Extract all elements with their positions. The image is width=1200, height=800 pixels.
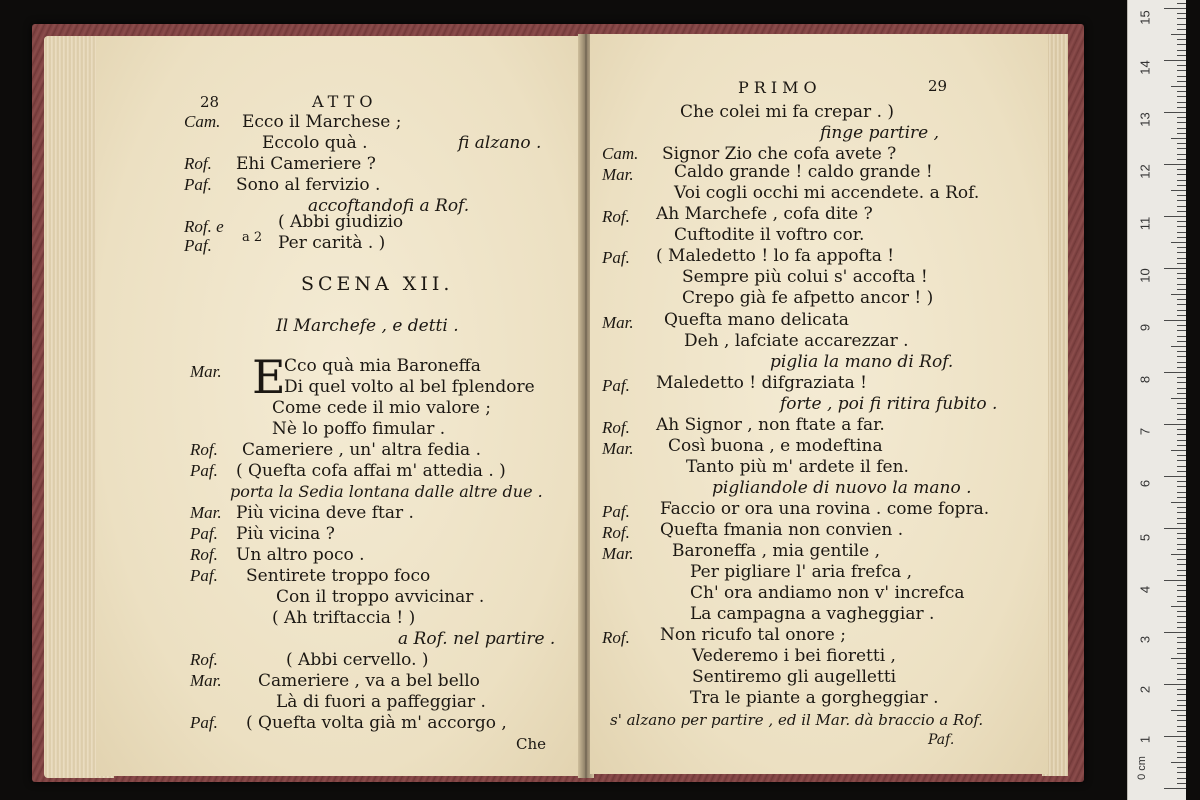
ruler-label: 2 (1137, 685, 1153, 694)
ruler-tick (1177, 767, 1186, 768)
ruler-tick (1164, 268, 1186, 269)
ruler-tick (1171, 658, 1186, 659)
verse-line: ( Abbi cervello. ) (286, 650, 429, 670)
verse-line: Sentiremo gli augelletti (692, 667, 897, 687)
ruler-tick (1177, 611, 1186, 612)
ruler-tick (1177, 263, 1186, 264)
ruler-tick (1177, 299, 1186, 300)
stage-direction: accoftandofi a Rof. (308, 196, 470, 216)
verse-line: Baroneffa , mia gentile , (672, 541, 880, 561)
ruler-label: 4 (1137, 585, 1153, 594)
speaker: Cam. (602, 144, 639, 163)
verse-line: Sentirete troppo foco (246, 566, 431, 586)
verse-line: Quefta mano delicata (664, 310, 849, 330)
ruler-tick (1177, 65, 1186, 66)
ruler-tick (1177, 419, 1186, 420)
ruler-tick (1177, 304, 1186, 305)
verse-line: Signor Zio che cofa avete ? (662, 144, 897, 164)
verse-line: Tanto più m' ardete il fen. (686, 457, 909, 477)
ruler-tick (1177, 393, 1186, 394)
speaker: Cam. (184, 112, 221, 131)
ruler-tick (1177, 700, 1186, 701)
running-head: PRIMO (738, 78, 822, 97)
ruler-tick (1177, 705, 1186, 706)
ruler-tick (1164, 60, 1186, 61)
ruler-tick (1177, 783, 1186, 784)
verse-line: Ah Marchefe , cofa dite ? (656, 204, 873, 224)
speaker: Mar. (602, 165, 634, 184)
ruler-tick (1177, 403, 1186, 404)
ruler-tick (1177, 325, 1186, 326)
ruler-tick (1171, 450, 1186, 451)
ruler-tick (1177, 81, 1186, 82)
ruler-label: 3 (1137, 635, 1153, 644)
ruler-tick (1177, 455, 1186, 456)
ruler-tick (1164, 580, 1186, 581)
catchword: Che (516, 735, 547, 753)
left-page (96, 36, 582, 776)
ruler-tick (1164, 112, 1186, 113)
ruler-tick (1177, 154, 1186, 155)
ruler-tick (1177, 663, 1186, 664)
ruler-tick (1177, 258, 1186, 259)
ruler-tick (1177, 507, 1186, 508)
ruler-tick (1177, 778, 1186, 779)
ruler-tick (1177, 648, 1186, 649)
speaker: Rof. (602, 523, 630, 542)
ruler-tick (1177, 642, 1186, 643)
ruler-tick (1177, 24, 1186, 25)
ruler-tick (1177, 200, 1186, 201)
ruler-tick (1177, 538, 1186, 539)
ruler-tick (1177, 96, 1186, 97)
ruler-tick (1177, 289, 1186, 290)
ruler-tick (1177, 341, 1186, 342)
ruler-tick (1177, 39, 1186, 40)
ruler-tick (1177, 486, 1186, 487)
ruler-tick (1177, 382, 1186, 383)
ruler-tick (1177, 273, 1186, 274)
speaker: Rof. (602, 207, 630, 226)
ruler-tick (1177, 50, 1186, 51)
ruler-tick (1177, 564, 1186, 565)
ruler-tick (1177, 497, 1186, 498)
speaker: Paf. (190, 713, 218, 732)
ruler-tick (1171, 554, 1186, 555)
ruler-tick (1177, 445, 1186, 446)
verse-line: Voi cogli occhi mi accendete. a Rof. (674, 183, 980, 203)
page-number: 28 (200, 93, 220, 111)
speaker: Paf. (602, 248, 630, 267)
verse-line: Nè lo poffo fimular . (272, 419, 446, 439)
verse-line: Un altro poco . (236, 545, 365, 565)
ruler-tick (1177, 330, 1186, 331)
verse-line: Maledetto ! difgraziata ! (656, 373, 868, 393)
ruler-tick (1177, 570, 1186, 571)
verse-line: Deh , lafciate accarezzar . (684, 331, 909, 351)
stage-direction: s' alzano per partire , ed il Mar. dà braccio a Rof. (610, 711, 984, 729)
verse-line: Sono al fervizio . (236, 175, 381, 195)
ruler-tick (1177, 471, 1186, 472)
stage-direction: pigliandole di nuovo la mano . (712, 478, 972, 498)
ruler-tick (1177, 434, 1186, 435)
speaker: Paf. (184, 236, 212, 255)
ruler-tick (1177, 518, 1186, 519)
ruler-tick (1177, 169, 1186, 170)
ruler-tick (1164, 684, 1186, 685)
ruler-tick (1177, 601, 1186, 602)
ruler-tick (1177, 133, 1186, 134)
ruler-tick (1177, 674, 1186, 675)
ruler-tick (1177, 746, 1186, 747)
verse-line: Cuftodite il voftro cor. (674, 225, 865, 245)
stage-direction: piglia la mano di Rof. (770, 352, 954, 372)
ruler-tick (1177, 596, 1186, 597)
ruler-tick (1177, 731, 1186, 732)
ruler-tick (1164, 372, 1186, 373)
speaker: Paf. (190, 461, 218, 480)
speaker: Rof. (190, 650, 218, 669)
catchword: Paf. (928, 732, 955, 748)
verse-line: ( Quefta cofa affai m' attedia . ) (236, 461, 506, 481)
ruler-tick (1177, 76, 1186, 77)
verse-line: Quefta fmania non convien . (660, 520, 904, 540)
ruler-label: 11 (1137, 216, 1153, 231)
page-number: 29 (928, 77, 948, 95)
ruler-tick (1171, 502, 1186, 503)
ruler-tick (1177, 367, 1186, 368)
stage-direction: finge partire , (820, 123, 940, 143)
ruler-tick (1177, 408, 1186, 409)
ruler-tick (1177, 336, 1186, 337)
ruler-tick (1177, 388, 1186, 389)
ruler-tick (1177, 741, 1186, 742)
verse-line: ( Quefta volta già m' accorgo , (246, 713, 507, 733)
stage-direction: a Rof. nel partire . (398, 629, 556, 649)
running-head: ATTO (312, 92, 378, 111)
ruler-tick (1171, 138, 1186, 139)
ruler-label: 6 (1137, 479, 1153, 488)
speaker: Rof. (190, 545, 218, 564)
speaker: Mar. (190, 362, 222, 381)
ruler-tick (1177, 117, 1186, 118)
ruler-tick (1177, 653, 1186, 654)
ruler-tick (1177, 44, 1186, 45)
ruler-tick (1177, 278, 1186, 279)
ruler-tick (1177, 726, 1186, 727)
stage-direction: fi alzano . (458, 133, 542, 153)
ruler-tick (1177, 185, 1186, 186)
speaker: Rof. (602, 418, 630, 437)
speaker: Rof. (602, 628, 630, 647)
ruler-tick (1177, 549, 1186, 550)
ruler-tick (1177, 590, 1186, 591)
ruler-tick (1177, 237, 1186, 238)
ruler-tick (1177, 720, 1186, 721)
speaker: Paf. (190, 566, 218, 585)
speaker: Paf. (190, 524, 218, 543)
ruler-tick (1171, 34, 1186, 35)
ruler-tick (1177, 523, 1186, 524)
ruler-tick (1171, 762, 1186, 763)
verse-line: Là di fuori a paffeggiar . (276, 692, 486, 712)
ruler-tick (1164, 320, 1186, 321)
ruler-tick (1164, 632, 1186, 633)
ruler-tick (1171, 190, 1186, 191)
ruler-tick (1177, 107, 1186, 108)
verse-line: Così buona , e modeftina (668, 436, 883, 456)
ruler-tick (1164, 736, 1186, 737)
verse-line: Tra le piante a gorgheggiar . (690, 688, 939, 708)
stage-direction: porta la Sedia lontana dalle altre due . (230, 482, 543, 501)
ruler-tick (1177, 362, 1186, 363)
ruler-tick (1177, 3, 1186, 4)
ruler-tick (1177, 128, 1186, 129)
ruler-label: 15 (1137, 10, 1153, 25)
ruler-tick (1164, 788, 1186, 789)
ruler-tick (1177, 284, 1186, 285)
ruler-tick (1177, 148, 1186, 149)
ruler-label: 14 (1137, 60, 1153, 75)
ruler-tick (1177, 637, 1186, 638)
ruler-tick (1177, 221, 1186, 222)
ruler-tick (1177, 715, 1186, 716)
drop-cap: E (252, 350, 286, 404)
ruler-tick (1177, 757, 1186, 758)
ruler-tick (1171, 606, 1186, 607)
verse-line: Ah Signor , non ftate a far. (656, 415, 885, 435)
ruler-tick (1177, 689, 1186, 690)
ruler-tick (1171, 398, 1186, 399)
speaker: Paf. (602, 502, 630, 521)
ruler-tick (1177, 29, 1186, 30)
verse-line: Cco quà mia Baroneffa (284, 356, 481, 376)
speaker: Rof. e (184, 217, 224, 236)
ruler-tick (1177, 627, 1186, 628)
ruler-label: 12 (1137, 164, 1153, 179)
speaker: Mar. (602, 313, 634, 332)
ruler-tick (1177, 575, 1186, 576)
ruler-tick (1171, 710, 1186, 711)
ruler-tick (1164, 528, 1186, 529)
verse-line: Vederemo i bei fioretti , (692, 646, 896, 666)
ruler-tick (1177, 616, 1186, 617)
ruler-tick (1171, 242, 1186, 243)
verse-line: Non ricufo tal onore ; (660, 625, 846, 645)
ruler-tick (1177, 492, 1186, 493)
verse-line: Ecco il Marchese ; (242, 112, 402, 132)
scene-title: SCENA XII. (301, 273, 454, 295)
ruler-tick (1177, 752, 1186, 753)
right-page (590, 34, 1048, 774)
ruler-label: 10 (1137, 268, 1153, 283)
ruler-tick (1177, 377, 1186, 378)
ruler-label: 7 (1137, 427, 1153, 436)
speaker: Paf. (184, 175, 212, 194)
verse-line: Eccolo quà . (262, 133, 368, 153)
ruler-tick (1177, 544, 1186, 545)
verse-line: Faccio or ora una rovina . come fopra. (660, 499, 990, 519)
ruler-tick (1177, 180, 1186, 181)
verse-line: ( Maledetto ! lo fa appofta ! (656, 246, 895, 266)
speaker: Rof. (190, 440, 218, 459)
speaker: Mar. (602, 439, 634, 458)
ruler-tick (1177, 211, 1186, 212)
ruler-unit: 0 cm (1135, 756, 1148, 780)
ruler-tick (1177, 310, 1186, 311)
verse-line: Sempre più colui s' accofta ! (682, 267, 928, 287)
ruler-tick (1177, 512, 1186, 513)
measurement-ruler (1127, 0, 1186, 800)
ruler-tick (1177, 460, 1186, 461)
ruler-tick (1177, 440, 1186, 441)
verse-line: Ch' ora andiamo non v' increfca (690, 583, 965, 603)
verse-line: Più vicina deve ftar . (236, 503, 414, 523)
speaker: Mar. (190, 503, 222, 522)
verse-line: Con il troppo avvicinar . (276, 587, 485, 607)
ruler-tick (1171, 346, 1186, 347)
ruler-tick (1177, 429, 1186, 430)
ruler-tick (1177, 622, 1186, 623)
verse-line: Che colei mi fa crepar . ) (680, 102, 895, 122)
verse-line: Per pigliare l' aria frefca , (690, 562, 913, 582)
scene-characters: Il Marchefe , e detti . (276, 316, 459, 336)
ruler-tick (1177, 102, 1186, 103)
verse-line: Crepo già fe afpetto ancor ! ) (682, 288, 934, 308)
ruler-tick (1177, 466, 1186, 467)
ruler-tick (1177, 559, 1186, 560)
ruler-label: 5 (1137, 533, 1153, 542)
ruler-tick (1164, 424, 1186, 425)
ruler-tick (1171, 86, 1186, 87)
ruler-tick (1177, 159, 1186, 160)
ruler-tick (1164, 164, 1186, 165)
verse-line: Ehi Cameriere ? (236, 154, 376, 174)
ruler-tick (1177, 143, 1186, 144)
verse-line: ( Abbi giudizio (278, 212, 404, 232)
ruler-tick (1177, 13, 1186, 14)
ruler-tick (1177, 694, 1186, 695)
ruler-tick (1164, 8, 1186, 9)
ruler-tick (1177, 315, 1186, 316)
ruler-tick (1177, 232, 1186, 233)
speaker: Rof. (184, 154, 212, 173)
verse-line: Cameriere , un' altra fedia . (242, 440, 482, 460)
verse-line: Caldo grande ! caldo grande ! (674, 162, 933, 182)
ruler-tick (1177, 414, 1186, 415)
ruler-tick (1177, 772, 1186, 773)
ruler-tick (1177, 122, 1186, 123)
ruler-label: 1 (1137, 735, 1153, 744)
verse-line: Come cede il mio valore ; (272, 398, 491, 418)
ruler-tick (1177, 252, 1186, 253)
ruler-tick (1177, 174, 1186, 175)
ruler-label: 8 (1137, 375, 1153, 384)
ruler-tick (1177, 679, 1186, 680)
ruler-tick (1177, 481, 1186, 482)
ruler-tick (1177, 70, 1186, 71)
verse-line: Cameriere , va a bel bello (258, 671, 480, 691)
ruler-tick (1177, 206, 1186, 207)
speaker: Mar. (602, 544, 634, 563)
ruler-label: 9 (1137, 323, 1153, 332)
ruler-tick (1177, 533, 1186, 534)
stage-direction: forte , poi fi ritira fubito . (780, 394, 998, 414)
ruler-tick (1164, 216, 1186, 217)
ruler-tick (1177, 351, 1186, 352)
ruler-tick (1177, 91, 1186, 92)
ruler-tick (1177, 668, 1186, 669)
ruler-tick (1171, 294, 1186, 295)
ruler-tick (1177, 585, 1186, 586)
verse-line: Di quel volto al bel fplendore (284, 377, 535, 397)
speaker: Paf. (602, 376, 630, 395)
a2-marker: a 2 (242, 230, 263, 245)
verse-line: Per carità . ) (278, 233, 386, 253)
ruler-tick (1177, 356, 1186, 357)
ruler-tick (1177, 195, 1186, 196)
verse-line: La campagna a vagheggiar . (690, 604, 935, 624)
ruler-tick (1177, 247, 1186, 248)
ruler-label: 13 (1137, 112, 1153, 127)
speaker: Mar. (190, 671, 222, 690)
ruler-tick (1177, 18, 1186, 19)
ruler-tick (1177, 55, 1186, 56)
ruler-tick (1177, 226, 1186, 227)
ruler-tick (1164, 476, 1186, 477)
verse-line: Più vicina ? (236, 524, 335, 544)
verse-line: ( Ah triftaccia ! ) (272, 608, 416, 628)
